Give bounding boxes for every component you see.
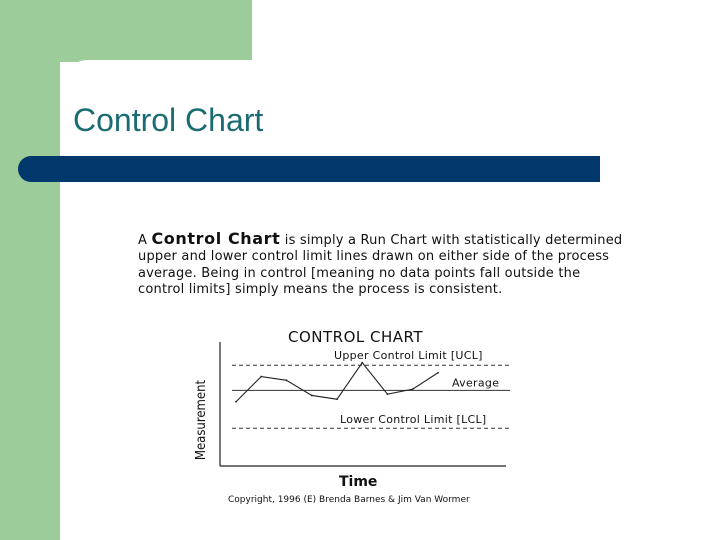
- data-point: [412, 388, 414, 390]
- ucl-label: Upper Control Limit [UCL]: [334, 349, 483, 363]
- chart-title: CONTROL CHART: [288, 328, 424, 346]
- data-point: [311, 395, 313, 397]
- description-lead: Control Chart: [151, 229, 281, 248]
- copyright-text: Copyright, 1996 (E) Brenda Barnes & Jim Van Wormer: [228, 495, 470, 505]
- data-point: [437, 372, 439, 374]
- data-point: [387, 393, 389, 395]
- x-axis-label: Time: [339, 474, 378, 490]
- description-text: [138, 231, 628, 298]
- lcl-label: Lower Control Limit [LCL]: [340, 413, 487, 427]
- data-point: [235, 401, 237, 403]
- y-axis-label: Measurement: [194, 379, 209, 461]
- accent-header-block: [60, 0, 252, 62]
- accent-column: [0, 0, 60, 540]
- title-underline-bar: [18, 156, 600, 182]
- data-point: [260, 376, 262, 378]
- chart-plot-area: [220, 342, 510, 466]
- data-point: [361, 362, 363, 364]
- control-chart: [180, 322, 530, 510]
- description-rest: is simply a Run Chart with statistically determined upper and lower control limit lines drawn on either side of the process average. Being in control [meaning no data points fall outside the control limits] simply means the process is consistent.: [138, 233, 623, 297]
- description-prefix: A: [138, 233, 148, 248]
- data-point: [336, 398, 338, 400]
- slide-title: Control Chart: [73, 102, 264, 138]
- measurement-series-line: [236, 363, 438, 402]
- average-label: Average: [452, 376, 500, 390]
- data-point: [286, 379, 288, 381]
